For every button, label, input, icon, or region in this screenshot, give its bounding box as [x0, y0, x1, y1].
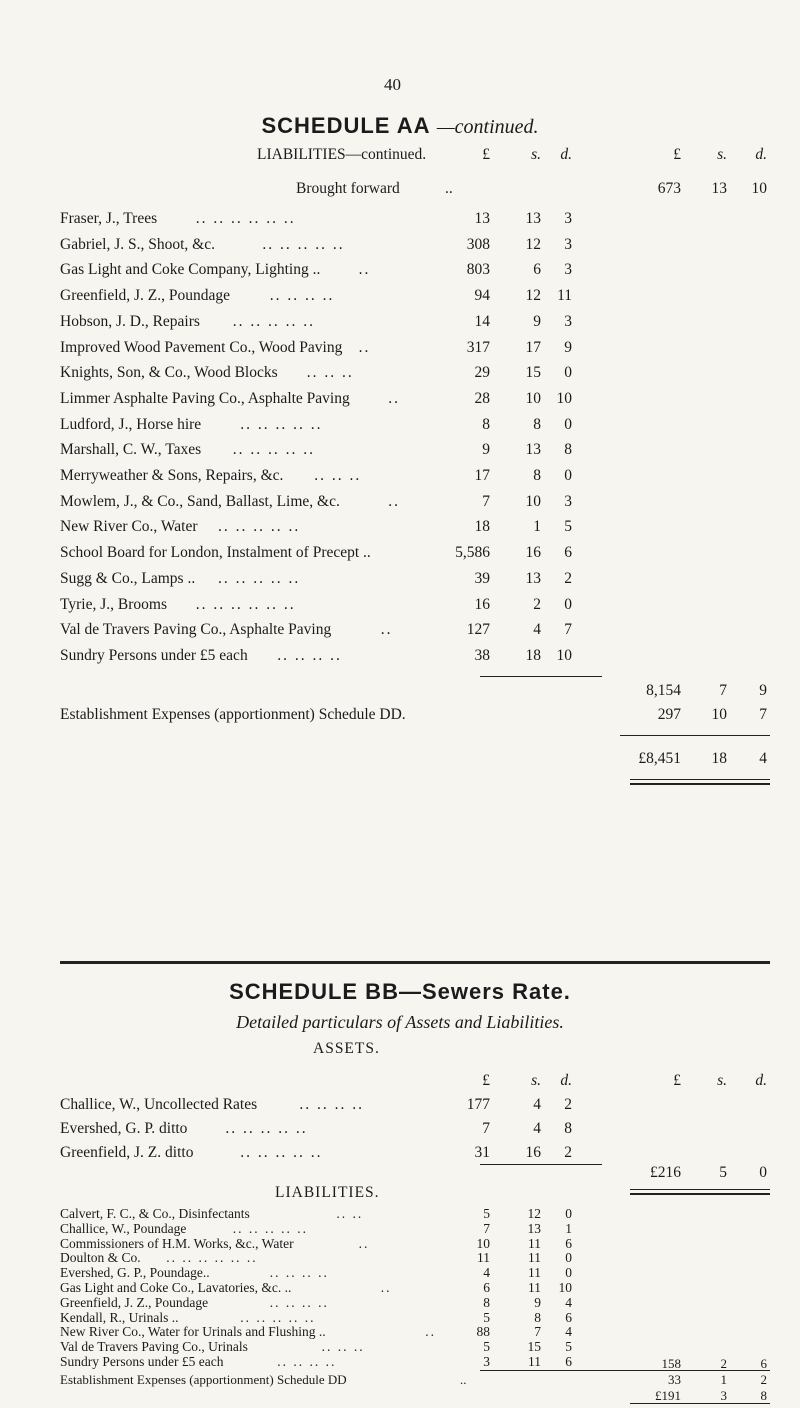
row-pence: 8: [564, 1120, 572, 1137]
establishment-pounds: 33: [668, 1372, 681, 1387]
total-pounds: £8,451: [638, 750, 681, 767]
row-label: Greenfield, J. Z., Poundage: [60, 1294, 209, 1310]
row-pounds: 14: [474, 312, 490, 330]
column-header: s.: [531, 146, 541, 163]
total-double-rule: [630, 1403, 770, 1404]
establishment-pounds: 297: [657, 706, 681, 723]
liabilities-subtotal-pounds: 158: [661, 1356, 681, 1371]
subtotal-shillings: 7: [719, 682, 727, 699]
row-leader: ..: [388, 492, 400, 510]
row-pence: 0: [564, 467, 572, 484]
row-pounds: 10: [476, 1235, 490, 1251]
row-pounds: 18: [474, 518, 490, 536]
row-shillings: 12: [527, 1206, 541, 1221]
row-pounds: 7: [483, 1220, 490, 1236]
schedule-aa-title: SCHEDULE AA —continued.: [261, 113, 539, 138]
row-shillings: 4: [533, 1120, 541, 1137]
row-leader: .. .. ..: [306, 364, 354, 382]
row-label: Greenfield, J. Z., Poundage: [60, 287, 231, 305]
row-pence: 0: [565, 1265, 572, 1281]
row-leader: .. .. .. .. ..: [240, 415, 323, 433]
row-shillings: 12: [525, 287, 541, 305]
establishment-label: Establishment Expenses (apportionment) Schedule DD: [60, 1372, 347, 1387]
row-leader: .. .. .. ..: [299, 1096, 365, 1113]
column-header: £: [673, 146, 681, 163]
row-pence: 4: [565, 1324, 572, 1340]
row-pounds: 6: [483, 1280, 490, 1295]
column-header: d.: [560, 1072, 572, 1089]
row-pence: 0: [565, 1250, 572, 1266]
row-pence: 3: [564, 312, 572, 330]
liabilities-subtotal-shillings: 2: [720, 1356, 727, 1371]
row-pence: 2: [564, 1096, 572, 1113]
row-pounds: 803: [466, 261, 490, 279]
total-rule: [620, 735, 770, 736]
row-pence: 10: [558, 1280, 572, 1295]
row-pounds: 673: [657, 180, 681, 197]
row-label: New River Co., Water for Urinals and Flushing ..: [60, 1324, 326, 1340]
row-leader: .. .. .. ..: [277, 646, 342, 664]
row-pence: 1: [565, 1220, 572, 1236]
row-pounds: 39: [474, 569, 490, 587]
column-header: d.: [755, 146, 767, 163]
row-pence: 0: [565, 1206, 572, 1221]
row-pounds: 308: [466, 235, 490, 253]
row-pounds: 13: [474, 210, 490, 227]
row-leader: .. .. .. .. ..: [262, 235, 345, 253]
row-pounds: 8: [483, 1294, 490, 1310]
total-pence: 4: [759, 750, 767, 767]
total-shillings: 18: [711, 750, 727, 767]
row-leader: .. .. .. ..: [269, 1265, 329, 1281]
row-shillings: 11: [528, 1280, 541, 1295]
subtotal-rule: [480, 676, 602, 677]
row-pounds: 28: [474, 389, 490, 407]
row-pounds: 8: [482, 415, 490, 433]
assets-total-double-rule: [630, 1189, 770, 1195]
row-shillings: 4: [533, 1096, 541, 1113]
row-pounds: 317: [466, 338, 490, 356]
row-shillings: 2: [533, 595, 541, 613]
row-label: Sundry Persons under £5 each: [60, 646, 248, 664]
row-shillings: 13: [525, 569, 541, 587]
row-shillings: 11: [528, 1265, 541, 1281]
establishment-pence: 7: [759, 706, 767, 723]
row-leader: ..: [380, 621, 393, 639]
brought-forward-label: Brought forward: [296, 180, 400, 197]
row-shillings: 18: [525, 646, 541, 664]
assets-total-pence: 0: [759, 1164, 767, 1181]
row-leader: .. .. ..: [314, 467, 362, 484]
row-shillings: 11: [528, 1235, 541, 1251]
row-leader: ..: [380, 1280, 392, 1295]
row-leader: .. .. ..: [321, 1339, 365, 1355]
row-pounds: 5: [483, 1339, 490, 1355]
row-label: Calvert, F. C., & Co., Disinfectants: [60, 1206, 250, 1221]
row-label: Gas Light and Coke Co., Lavatories, &c. ..: [60, 1280, 292, 1295]
row-label: Val de Travers Paving Co., Asphalte Paving: [60, 621, 332, 639]
row-label: Challice, W., Uncollected Rates: [60, 1096, 258, 1113]
bb-liabilities-heading: LIABILITIES.: [275, 1184, 380, 1201]
row-label: Evershed, G. P. ditto: [60, 1120, 188, 1137]
row-leader: .. .. .. .. ..: [218, 518, 301, 536]
row-label: Tyrie, J., Brooms: [60, 595, 167, 613]
row-leader: .. .. .. .. .. ..: [195, 595, 296, 613]
row-pence: 10: [556, 389, 572, 407]
row-leader: .. .. .. .. ..: [240, 1309, 316, 1325]
row-label: Evershed, G. P., Poundage..: [60, 1265, 210, 1281]
row-shillings: 15: [525, 364, 541, 382]
row-leader: .. .. .. .. ..: [240, 1144, 323, 1161]
row-label: Improved Wood Pavement Co., Wood Paving: [60, 338, 343, 356]
row-pence: 2: [564, 1144, 572, 1161]
row-pence: 5: [564, 518, 572, 536]
assets-heading: ASSETS.: [313, 1040, 380, 1057]
establishment-shillings: 1: [720, 1372, 727, 1387]
row-shillings: 15: [527, 1339, 541, 1355]
row-pounds: 38: [474, 646, 490, 664]
row-shillings: 13: [711, 180, 727, 197]
row-pounds: 31: [474, 1144, 490, 1161]
establishment-label: Establishment Expenses (apportionment) Schedule DD.: [60, 706, 406, 723]
row-shillings: 8: [534, 1309, 541, 1325]
row-shillings: 10: [525, 389, 541, 407]
row-label: School Board for London, Instalment of Precept ..: [60, 544, 371, 562]
row-leader: ..: [358, 261, 371, 279]
row-label: Limmer Asphalte Paving Co., Asphalte Paving: [60, 389, 350, 407]
row-leader: .. .. .. .. ..: [232, 441, 316, 459]
total-pence: 8: [760, 1388, 767, 1403]
row-pounds: 94: [474, 287, 490, 305]
row-leader: .. .. .. .. ..: [225, 1120, 308, 1137]
row-leader: .. .. .. ..: [277, 1354, 337, 1369]
row-label: Val de Travers Paving Co., Urinals: [60, 1339, 248, 1355]
row-pence: 0: [564, 415, 572, 433]
row-pence: 6: [565, 1354, 572, 1369]
row-shillings: 11: [528, 1250, 541, 1266]
row-label: New River Co., Water: [60, 518, 198, 536]
row-pence: 6: [565, 1235, 572, 1251]
row-pence: 3: [564, 235, 572, 253]
row-pounds: 7: [482, 492, 490, 510]
row-leader: .. .. .. .. ..: [232, 1220, 309, 1236]
row-pence: 0: [564, 364, 572, 382]
subtotal-pounds: 8,154: [646, 682, 681, 699]
row-shillings: 12: [525, 235, 541, 253]
assets-subtotal-rule: [480, 1164, 602, 1165]
assets-total-pounds: £216: [650, 1164, 681, 1181]
row-label: Doulton & Co.: [60, 1250, 141, 1266]
column-header: £: [673, 1072, 681, 1089]
row-shillings: 9: [534, 1294, 541, 1310]
liabilities-subtotal-pence: 6: [760, 1356, 767, 1371]
row-pounds: 5,586: [455, 544, 490, 562]
row-pounds: 127: [466, 621, 490, 639]
row-label: Hobson, J. D., Repairs: [60, 312, 200, 330]
column-header: £: [482, 146, 490, 163]
row-label: Challice, W., Poundage: [60, 1220, 187, 1236]
subtotal-pence: 9: [759, 682, 767, 699]
row-label: Knights, Son, & Co., Wood Blocks: [60, 364, 278, 382]
establishment-pence: 2: [760, 1372, 767, 1387]
row-leader: .. .. .. .. ..: [218, 569, 301, 587]
row-pounds: 4: [483, 1265, 490, 1281]
row-label: Gas Light and Coke Company, Lighting ..: [60, 261, 321, 279]
row-label: Sundry Persons under £5 each: [60, 1354, 224, 1369]
row-shillings: 8: [533, 415, 541, 433]
row-pounds: 3: [483, 1354, 490, 1369]
row-shillings: 11: [528, 1354, 541, 1369]
row-leader: .. ..: [336, 1206, 364, 1221]
row-leader: .. .. .. .. .. ..: [166, 1250, 258, 1266]
row-leader: ..: [358, 1235, 370, 1251]
row-leader: .. .. .. ..: [269, 287, 335, 305]
row-shillings: 13: [525, 210, 541, 227]
schedule-bb-subtitle: Detailed particulars of Assets and Liabilities.: [236, 1012, 564, 1032]
row-pence: 2: [564, 569, 572, 587]
section-divider: [60, 961, 770, 964]
row-pounds: 16: [474, 595, 490, 613]
row-leader: ..: [460, 1372, 467, 1387]
row-label: Fraser, J., Trees: [60, 210, 158, 227]
row-shillings: 10: [525, 492, 541, 510]
row-label: Kendall, R., Urinals ..: [60, 1309, 179, 1325]
row-pounds: 5: [483, 1206, 490, 1221]
row-label: Ludford, J., Horse hire: [60, 415, 202, 433]
aa-liabilities-heading: LIABILITIES—continued.: [257, 146, 427, 163]
column-header: d.: [755, 1072, 767, 1089]
column-header: s.: [531, 1072, 541, 1089]
row-shillings: 7: [534, 1324, 541, 1340]
row-label: Mowlem, J., & Co., Sand, Ballast, Lime, &c.: [60, 492, 340, 510]
row-pence: 11: [557, 287, 572, 305]
row-pence: 3: [564, 210, 572, 227]
row-pence: 6: [564, 544, 572, 562]
row-pence: 9: [564, 338, 572, 356]
row-pounds: 17: [474, 467, 490, 484]
row-leader: .. .. .. ..: [269, 1294, 329, 1310]
row-leader: ..: [425, 1324, 436, 1340]
total-shillings: 3: [720, 1388, 727, 1403]
row-pence: 6: [565, 1309, 572, 1325]
column-header: s.: [717, 1072, 727, 1089]
row-shillings: 1: [533, 518, 541, 536]
row-pence: 7: [564, 621, 572, 639]
column-header: s.: [717, 146, 727, 163]
row-pence: 10: [556, 646, 572, 664]
row-pence: 3: [564, 492, 572, 510]
row-pence: 5: [565, 1339, 572, 1355]
row-leader: ..: [358, 338, 371, 356]
row-shillings: 16: [525, 544, 541, 562]
row-shillings: 9: [533, 312, 541, 330]
column-header: d.: [560, 146, 572, 163]
column-header: £: [482, 1072, 490, 1089]
assets-total-shillings: 5: [719, 1164, 727, 1181]
schedule-bb-title: SCHEDULE BB—Sewers Rate.: [229, 979, 571, 1004]
row-pence: 8: [564, 441, 572, 459]
row-pence: 0: [564, 595, 572, 613]
row-pence: 3: [564, 261, 572, 279]
row-pounds: 7: [482, 1120, 490, 1137]
row-label: Sugg & Co., Lamps ..: [60, 569, 196, 587]
total-double-rule: [630, 779, 770, 785]
row-label: Greenfield, J. Z. ditto: [60, 1144, 194, 1161]
row-leader: .. .. .. .. .. ..: [195, 210, 296, 227]
row-leader: ..: [445, 180, 453, 197]
row-pounds: 11: [477, 1250, 490, 1266]
row-shillings: 16: [525, 1144, 541, 1161]
row-shillings: 13: [525, 441, 541, 459]
row-pounds: 88: [476, 1324, 490, 1340]
total-pounds: £191: [655, 1388, 681, 1403]
establishment-shillings: 10: [711, 706, 727, 723]
row-pounds: 29: [474, 364, 490, 382]
row-shillings: 6: [533, 261, 541, 279]
row-label: Marshall, C. W., Taxes: [60, 441, 202, 459]
row-shillings: 8: [533, 467, 541, 484]
row-shillings: 13: [527, 1220, 541, 1236]
page-number: 40: [384, 75, 401, 94]
row-pounds: 9: [482, 441, 490, 459]
row-pounds: 177: [466, 1096, 490, 1113]
row-pence: 10: [751, 180, 767, 197]
row-pounds: 5: [483, 1309, 490, 1325]
row-leader: .. .. .. .. ..: [232, 312, 316, 330]
row-label: Commissioners of H.M. Works, &c., Water: [60, 1235, 294, 1251]
row-leader: ..: [388, 389, 400, 407]
row-shillings: 17: [525, 338, 541, 356]
row-label: Gabriel, J. S., Shoot, &c.: [60, 235, 215, 253]
row-pence: 4: [565, 1294, 572, 1310]
row-label: Merryweather & Sons, Repairs, &c.: [60, 467, 284, 484]
row-shillings: 4: [533, 621, 541, 639]
